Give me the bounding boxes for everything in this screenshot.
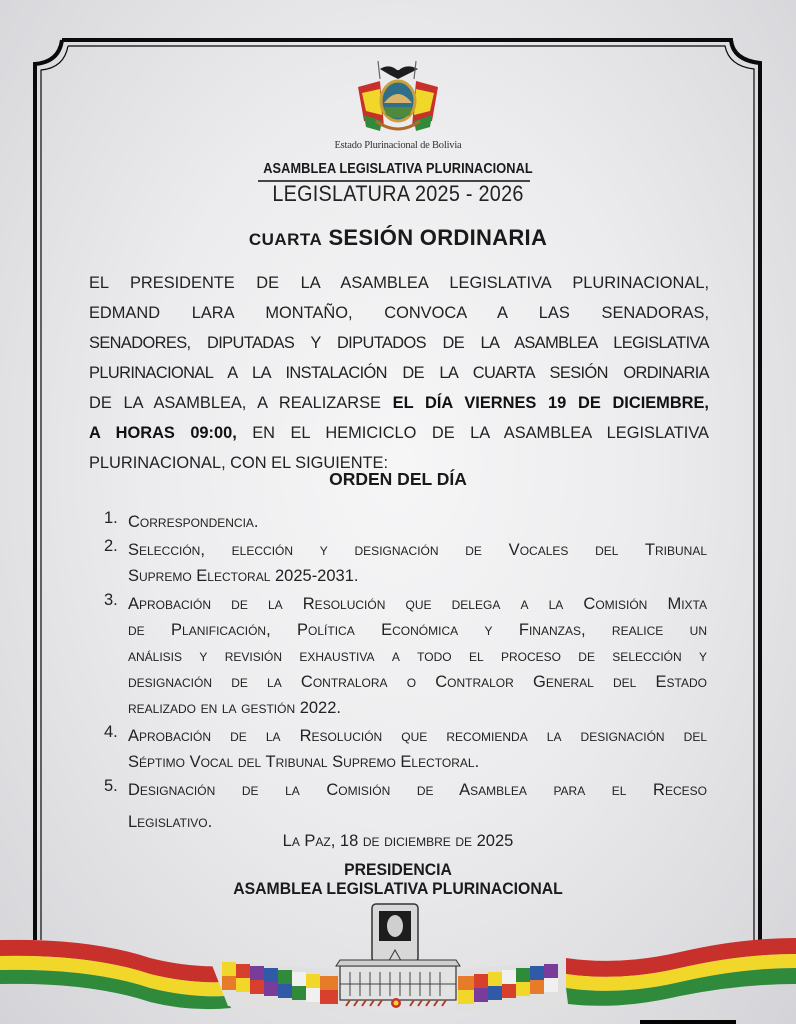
paragraph-text: DE LA ASAMBLEA, A REALIZARSE <box>89 394 393 412</box>
right-bolivian-flag-ribbon <box>566 938 796 1006</box>
item-number: 5. <box>104 777 118 795</box>
item-text: realizado en la gestión 2022. <box>128 699 341 717</box>
paragraph-line: EL PRESIDENTE DE LA ASAMBLEA LEGISLATIVA PLURINACIONAL, <box>89 274 709 292</box>
asamblea-heading: ASAMBLEA LEGISLATIVA PLURINACIONAL <box>263 161 533 177</box>
item-text: análisis y revisión exhaustiva a todo el proceso de selección y <box>128 647 707 665</box>
paragraph-line <box>89 418 709 448</box>
left-wiphala-ribbon <box>210 960 340 1012</box>
item-number: 3. <box>104 591 118 609</box>
bolivia-coat-of-arms-icon <box>350 57 446 139</box>
session-time: A HORAS 09:00, <box>89 424 237 442</box>
signature-asamblea: ASAMBLEA LEGISLATIVA PLURINACIONAL <box>233 879 563 898</box>
item-text: Aprobación de la Resolución que delega a la Comisión Mixta <box>128 595 707 613</box>
paragraph-line <box>89 388 709 418</box>
orden-del-dia-heading: ORDEN DEL DÍA <box>329 469 467 489</box>
item-text: Designación de la Comisión de Asamblea para el Receso <box>128 781 707 799</box>
item-number: 2. <box>104 537 118 555</box>
estado-plurinacional-label: Estado Plurinacional de Bolivia <box>334 140 462 151</box>
title-part2: SESIÓN ORDINARIA <box>328 225 548 250</box>
agenda-item-4 <box>104 723 707 775</box>
paragraph-line: SENADORES, DIPUTADAS Y DIPUTADOS DE LA ASAMBLEA LEGISLATIVA <box>89 334 709 352</box>
agenda-item-5 <box>104 777 707 835</box>
paragraph-text: EN EL HEMICICLO DE LA ASAMBLEA LEGISLATIVA <box>236 424 709 442</box>
left-bolivian-flag-ribbon <box>0 940 231 1009</box>
agenda-item-1 <box>104 509 707 535</box>
item-text: Legislativo. <box>128 813 213 831</box>
place-date: La Paz, 18 de diciembre de 2025 <box>282 832 514 850</box>
item-text: de Planificación, Política Económica y Finanzas, realice un <box>128 621 707 639</box>
item-number: 4. <box>104 723 118 741</box>
item-number: 1. <box>104 509 118 527</box>
agenda-item-2 <box>104 537 707 589</box>
paragraph-line: EDMAND LARA MONTAÑO, CONVOCA A LAS SENADORAS, <box>89 304 709 322</box>
convocatoria-paragraph <box>89 268 709 478</box>
document-title <box>0 225 796 251</box>
session-date: EL DÍA VIERNES 19 DE DICIEMBRE, <box>392 394 709 412</box>
bottom-black-bar <box>640 1020 736 1024</box>
item-text: Correspondencia. <box>128 513 259 531</box>
item-text: Séptimo Vocal del Tribunal Supremo Electoral. <box>128 753 480 771</box>
flag-ribbon-banner <box>0 900 796 1024</box>
title-part1: CUARTA <box>248 230 323 249</box>
agenda-list <box>104 509 707 835</box>
right-wiphala-ribbon <box>456 960 570 1012</box>
paragraph-line: PLURINACIONAL, CON EL SIGUIENTE: <box>89 454 389 472</box>
paragraph-line: PLURINACIONAL A LA INSTALACIÓN DE LA CUARTA SESIÓN ORDINARIA <box>89 364 709 382</box>
item-text: Selección, elección y designación de Vocales del Tribunal <box>128 541 707 559</box>
signature-presidencia: PRESIDENCIA <box>344 860 452 879</box>
legislative-palace-icon <box>336 904 460 1008</box>
item-text: Supremo Electoral 2025-2031. <box>128 567 359 585</box>
item-text: Aprobación de la Resolución que recomienda la designación del <box>128 727 707 745</box>
legislatura-heading: LEGISLATURA 2025 - 2026 <box>272 181 524 206</box>
item-text: designación de la Contralora o Contralor General del Estado <box>128 673 707 691</box>
agenda-item-3 <box>104 591 707 721</box>
